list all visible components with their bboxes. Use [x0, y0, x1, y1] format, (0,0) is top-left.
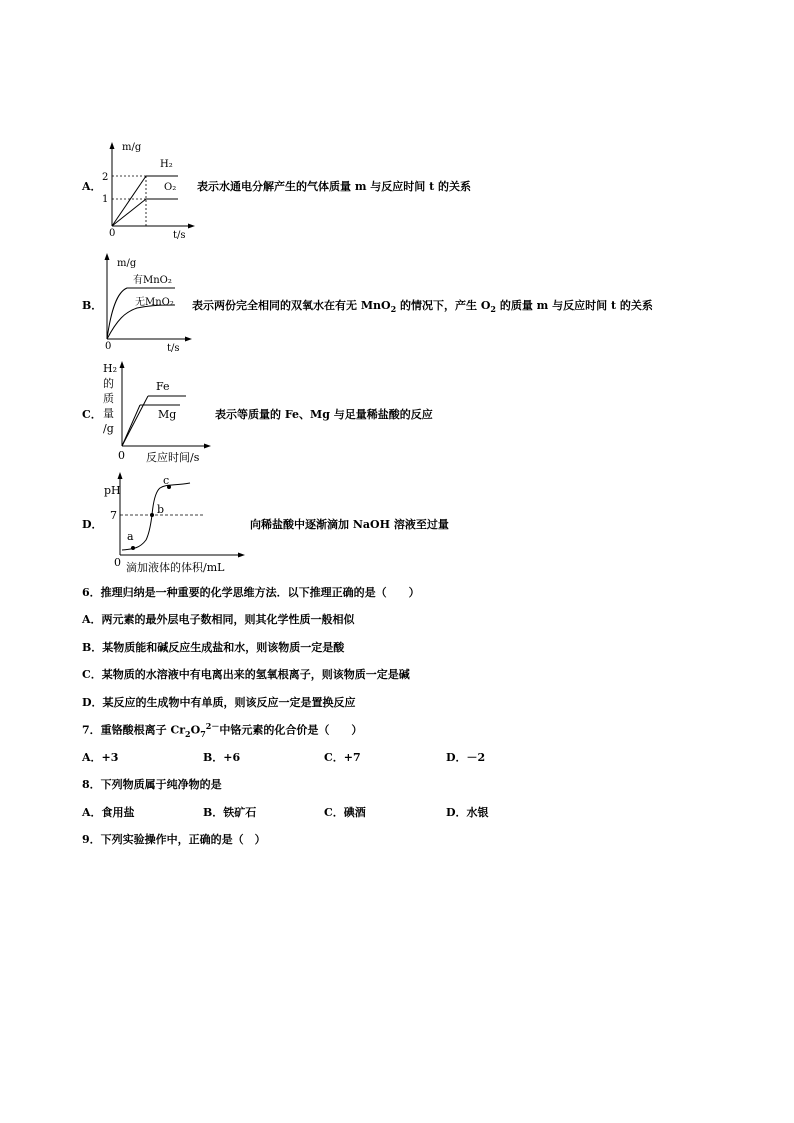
graph-a-h2-label: H₂ — [160, 159, 173, 170]
question-6-choice-a: A．两元素的最外层电子数相同，则其化学性质一般相似 — [82, 613, 355, 626]
graph-c-fe-label: Fe — [156, 380, 170, 393]
graph-d-origin: 0 — [114, 556, 121, 569]
question-9-stem: 9．下列实验操作中，正确的是（ ） — [82, 833, 266, 846]
question-6-choice-c: C．某物质的水溶液中有电离出来的氢氧根离子，则该物质一定是碱 — [82, 668, 410, 681]
question-6-choice-d: D．某反应的生成物中有单质，则该反应一定是置换反应 — [82, 696, 356, 709]
graph-a-tick-1: 1 — [102, 194, 109, 205]
graph-d-point-a: a — [127, 530, 134, 543]
question-8-choice-c: C．碘酒 — [324, 806, 366, 819]
option-d-letter: D． — [82, 518, 103, 531]
graph-c-x-label: 反应时间/s — [146, 451, 200, 464]
question-7-choice-a: A．+3 — [82, 751, 119, 764]
graph-a — [98, 140, 198, 240]
question-7-choice-b: B．+6 — [203, 751, 241, 764]
question-8-choice-a: A．食用盐 — [82, 806, 135, 819]
graph-d-y-label: pH — [104, 484, 121, 497]
question-8-choice-d: D．水银 — [446, 806, 489, 819]
question-7-choice-d: D．－2 — [446, 751, 486, 764]
graph-b-origin: 0 — [105, 341, 112, 352]
option-c-letter: C． — [82, 408, 102, 421]
graph-a-tick-2: 2 — [102, 172, 109, 183]
graph-d-point-b: b — [157, 503, 165, 516]
question-8-stem: 8．下列物质属于纯净物的是 — [82, 778, 222, 791]
graph-c-origin: 0 — [118, 449, 125, 462]
graph-d-tick-7: 7 — [110, 509, 117, 522]
question-7-choice-c: C．+7 — [324, 751, 361, 764]
option-d-description: 向稀盐酸中逐渐滴加 NaOH 溶液至过量 — [250, 518, 449, 531]
option-a-letter: A． — [82, 180, 102, 193]
graph-d-point-c: c — [163, 474, 170, 487]
graph-a-x-label: t/s — [173, 230, 186, 240]
question-7-stem: 7．重铬酸根离子 $Cr_2O_7^{2-}$中铬元素的化合价是（ ） — [82, 721, 363, 739]
question-6-stem: 6．推理归纳是一种重要的化学思维方法．以下推理正确的是（ ） — [82, 586, 420, 599]
question-8-choice-b: B．铁矿石 — [203, 806, 257, 819]
graph-b-without-mno2-label: 无MnO₂ — [135, 297, 174, 308]
graph-c-y-label: H₂ 的 质 量 /g — [103, 362, 118, 435]
graph-b — [95, 250, 195, 355]
graph-a-o2-label: O₂ — [164, 182, 177, 193]
graph-c-mg-label: Mg — [158, 408, 177, 421]
graph-d — [100, 470, 250, 578]
graph-b-with-mno2-label: 有MnO₂ — [133, 275, 172, 286]
graph-b-x-label: t/s — [167, 343, 180, 354]
question-6-choice-b: B．某物质能和碱反应生成盐和水，则该物质一定是酸 — [82, 641, 345, 654]
graph-b-y-label: m/g — [117, 258, 137, 269]
graph-a-origin: 0 — [109, 228, 116, 239]
option-b-letter: B． — [82, 299, 103, 312]
option-a-description: 表示水通电分解产生的气体质量 m 与反应时间 t 的关系 — [197, 180, 472, 193]
option-b-description: 表示两份完全相同的双氧水在有无 MnO$_2$ 的情况下，产生 $O_2$ 的质量 m 与反应时间 t 的关系 — [192, 299, 653, 315]
graph-d-x-label: 滴加液体的体积/mL — [126, 561, 225, 574]
graph-c — [110, 358, 215, 466]
graph-a-y-label: m/g — [122, 142, 142, 153]
option-c-description: 表示等质量的 Fe、Mg 与足量稀盐酸的反应 — [215, 408, 433, 421]
